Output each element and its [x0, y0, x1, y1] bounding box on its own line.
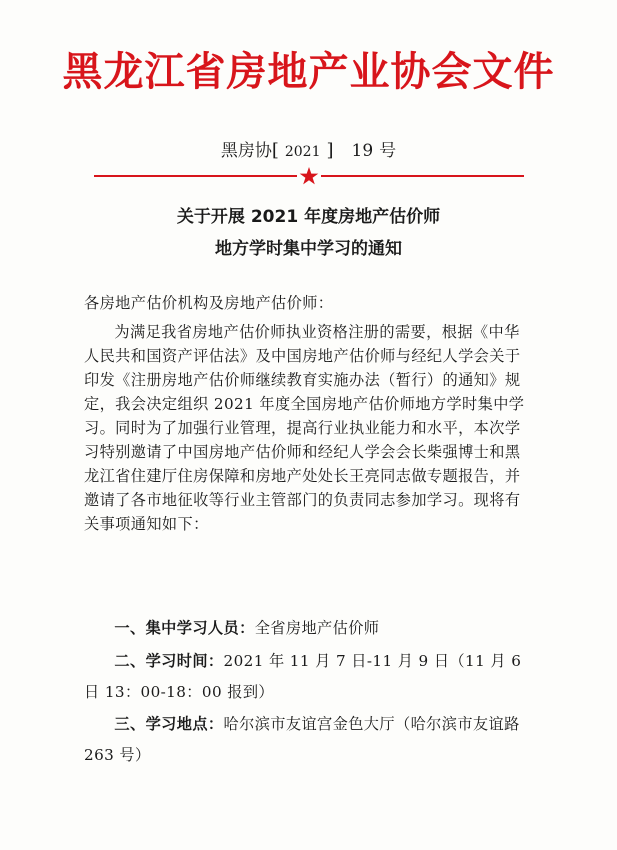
item-text: 哈尔滨市友谊宫金色大厅（哈尔滨市友谊路 263 号） — [84, 715, 520, 764]
doc-number-value: 19 — [351, 141, 374, 161]
salutation: 各房地产估价机构及房地产估价师： — [84, 294, 334, 312]
item-text: 全省房地产估价师 — [254, 619, 380, 637]
red-star-icon — [300, 167, 319, 184]
notice-title-line-2: 地方学时集中学习的通知 — [215, 239, 402, 259]
document-number — [0, 140, 617, 163]
notice-title-line-1: 关于开展 2021 年度房地产估价师 — [176, 207, 441, 227]
doc-number-suffix: 号 — [379, 141, 397, 161]
body-paragraph: 为满足我省房地产估价师执业资格注册的需要，根据《中华人民共和国资产评估法》及中国房地产估价师与经纪人学会关于印发《注册房地产估价师继续教育实施办法（暂行）的通知》规定，我会决定组织 2021 年度全国房地产估价师地方学时集中学习。同时为了加强行业管理，提高行业执业能力和水平，本次学习特别邀请了中国房地产估价师和经纪人学会会长柴强博士和黑龙江省住建厅住房保障和房地产处处长王亮同志做专题报告，并邀请了各市地征收等行业主管部门的负责同志参加学习。现将有关事项通知如下： — [84, 323, 525, 533]
issuer-header: 黑龙江省房地产业协会文件 — [62, 48, 555, 95]
doc-number-open-bracket: [ — [271, 140, 279, 161]
notice-item-location — [84, 709, 532, 771]
doc-number-close-bracket: ] — [326, 140, 334, 161]
item-label: 三、学习地点： — [114, 715, 224, 733]
item-label: 二、学习时间： — [114, 652, 224, 670]
item-label: 一、集中学习人员： — [114, 619, 255, 637]
notice-item-time — [84, 646, 532, 708]
doc-number-prefix: 黑房协 — [220, 141, 272, 161]
red-divider-with-star — [94, 167, 524, 185]
notice-item-participants — [84, 613, 532, 644]
item-text: 2021 年 11 月 7 日-11 月 9 日（11 月 6 日 13：00-18：00 报到） — [84, 652, 522, 701]
doc-number-year: 2021 — [284, 144, 321, 160]
